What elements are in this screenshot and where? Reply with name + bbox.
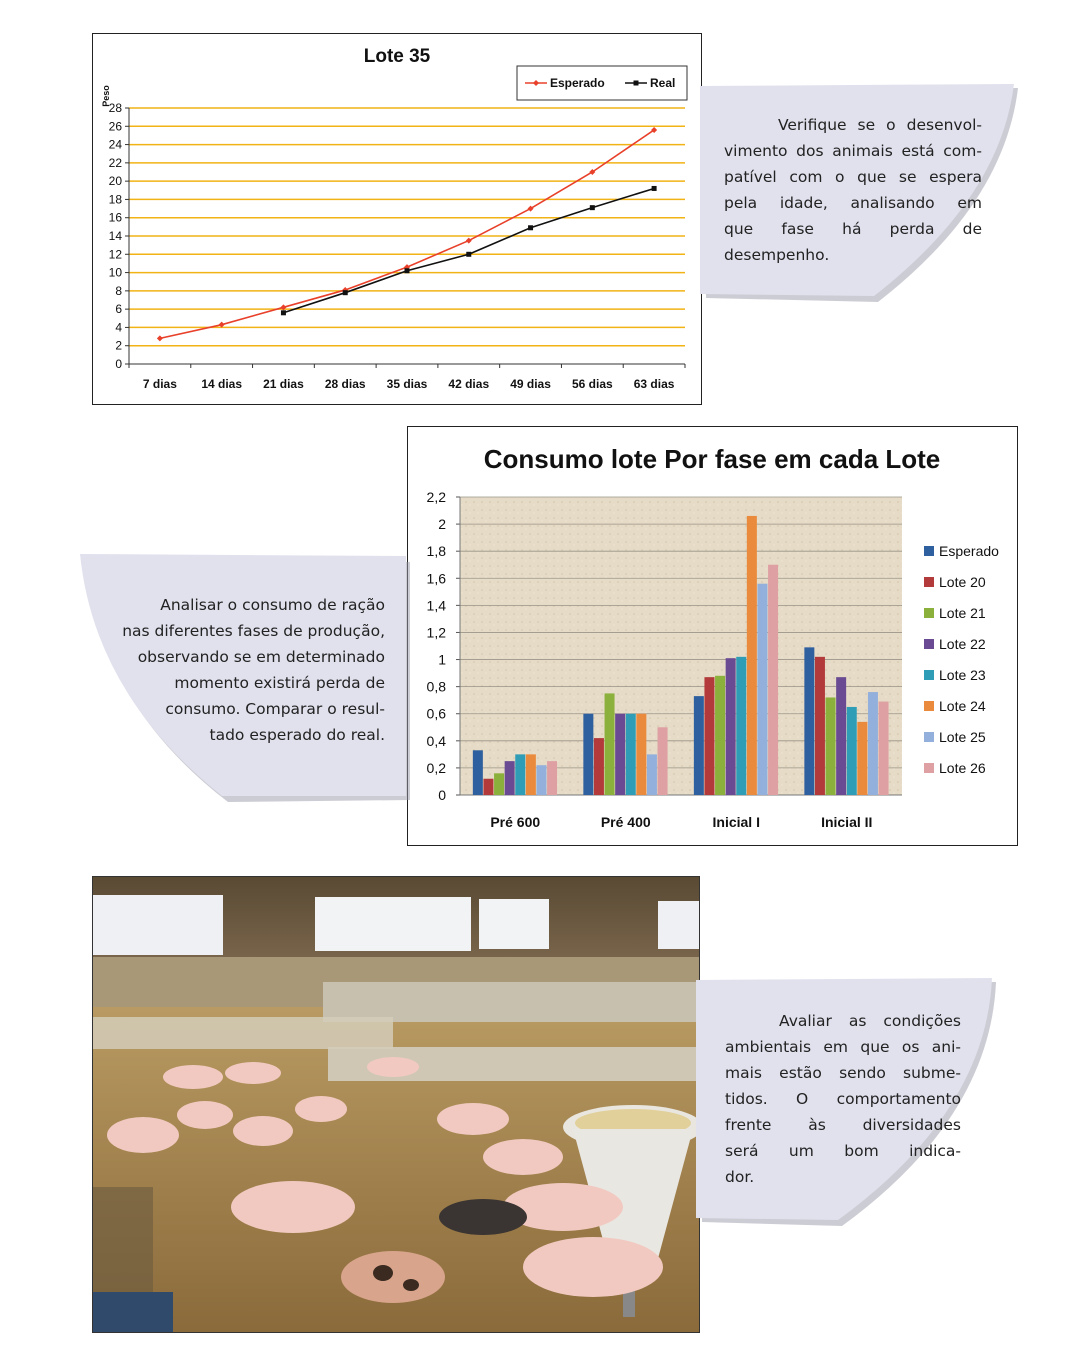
bar-lote-26 [768, 565, 778, 795]
bar-lote-23 [847, 707, 857, 795]
bar-lote-23 [736, 657, 746, 795]
bar-lote-25 [536, 765, 546, 795]
legend-swatch [924, 639, 934, 649]
bar-lote-23 [515, 754, 525, 795]
bar-lote-21 [494, 773, 504, 795]
x-tick-label: 56 dias [571, 377, 613, 391]
x-tick-label: Pré 600 [490, 814, 541, 830]
data-point [281, 310, 286, 315]
y-tick-label: 2 [438, 516, 446, 533]
y-tick-label: 1,4 [426, 597, 446, 614]
legend-label: Real [650, 76, 676, 90]
y-tick-label: 6 [115, 302, 122, 317]
callout-performance-line: vimento dos animais está com- [724, 142, 982, 160]
y-tick-label: 8 [115, 283, 122, 298]
x-tick-label: 63 dias [633, 377, 675, 391]
line-chart-frame [92, 33, 702, 405]
bar-lote-22 [726, 658, 736, 795]
callout-environment-line: mais estão sendo subme- [725, 1064, 961, 1082]
callout-performance-line: desempenho. [724, 246, 830, 264]
x-tick-label: 28 dias [324, 377, 366, 391]
x-tick-label: 49 dias [510, 377, 551, 391]
callout-environment-line: Avaliar as condições [779, 1012, 961, 1030]
callout-performance [696, 84, 1026, 304]
line-chart-ylabel: Peso [101, 85, 111, 107]
data-point [652, 186, 657, 191]
bar-lote-24 [636, 714, 646, 795]
y-tick-label: 24 [108, 137, 122, 152]
callout-environment-line: frente às diversidades [725, 1116, 961, 1134]
bar-lote-25 [757, 584, 767, 795]
callout-consumption-line: momento existirá perda de [174, 674, 385, 692]
callout-consumption-line: nas diferentes fases de produção, [122, 622, 385, 640]
bar-lote-24 [526, 754, 536, 795]
y-tick-label: 1,8 [426, 543, 446, 560]
pig-pen-photo [92, 876, 700, 1333]
bar-lote-20 [594, 738, 604, 795]
y-tick-label: 0 [438, 787, 446, 803]
x-tick-label: Inicial I [712, 814, 760, 830]
bar-lote-20 [815, 657, 825, 795]
legend-label: Lote 21 [939, 605, 986, 621]
data-point [466, 252, 471, 257]
legend-swatch [924, 546, 934, 556]
bar-esperado [583, 714, 593, 795]
y-tick-label: 0,8 [426, 678, 446, 695]
callout-environment-line: dor. [725, 1168, 755, 1186]
callout-consumption-line: observando se em determinado [137, 648, 385, 666]
bar-lote-26 [547, 761, 557, 795]
x-tick-label: Inicial II [821, 814, 873, 830]
y-tick-label: 0,6 [426, 705, 446, 722]
legend-label: Lote 20 [939, 574, 986, 590]
legend-swatch [924, 732, 934, 742]
x-tick-label: 21 dias [263, 377, 304, 391]
y-tick-label: 1,6 [426, 570, 446, 587]
legend-label: Lote 23 [939, 667, 986, 683]
bar-lote-21 [605, 693, 615, 795]
callout-performance-line: patível com o que se espera [724, 168, 982, 186]
bar-chart-title: Consumo lote Por fase em cada Lote [483, 444, 941, 474]
bar-esperado [694, 696, 704, 795]
bar-lote-24 [857, 722, 867, 795]
legend-marker [634, 81, 639, 86]
data-point [157, 335, 163, 341]
data-point [528, 225, 533, 230]
legend-swatch [924, 670, 934, 680]
bar-lote-20 [704, 677, 714, 795]
legend-label: Esperado [939, 543, 999, 559]
bar-lote-23 [626, 714, 636, 795]
y-tick-label: 1 [438, 651, 446, 668]
legend-swatch [924, 763, 934, 773]
series-line-real [283, 188, 654, 312]
callout-environment-line: será um bom indica- [725, 1142, 961, 1160]
bar-lote-20 [483, 779, 493, 795]
y-tick-label: 28 [108, 101, 122, 115]
data-point [343, 290, 348, 295]
y-tick-label: 0,4 [426, 732, 446, 749]
bar-lote-22 [505, 761, 515, 795]
bar-lote-22 [615, 714, 625, 795]
legend-label: Esperado [550, 76, 605, 90]
callout-performance-line: Verifique se o desenvol- [778, 116, 982, 134]
callout-consumption-line: consumo. Comparar o resul- [165, 700, 385, 718]
x-tick-label: 42 dias [448, 377, 490, 391]
x-tick-label: 14 dias [201, 377, 243, 391]
bar-esperado [804, 647, 814, 795]
bar-lote-25 [647, 754, 657, 795]
data-point [466, 238, 472, 244]
data-point [590, 205, 595, 210]
series-line-esperado [160, 130, 654, 338]
y-tick-label: 0 [115, 357, 122, 371]
callout-consumption-line: Analisar o consumo de ração [160, 596, 385, 614]
callout-consumption-line: tado esperado do real. [209, 726, 385, 744]
y-tick-label: 1,2 [426, 624, 446, 641]
y-tick-label: 18 [108, 192, 122, 207]
bar-lote-26 [658, 727, 668, 795]
bar-chart [408, 427, 1017, 845]
legend-swatch [924, 577, 934, 587]
plot-area [460, 497, 902, 795]
bar-lote-24 [747, 516, 757, 795]
callout-environment-line: tidos. O comportamento [725, 1090, 961, 1108]
legend-label: Lote 24 [939, 698, 986, 714]
y-tick-label: 12 [108, 247, 122, 262]
y-tick-label: 26 [108, 119, 122, 134]
x-tick-label: Pré 400 [600, 814, 651, 830]
bar-lote-21 [826, 697, 836, 795]
y-tick-label: 16 [108, 210, 122, 225]
bar-lote-25 [868, 692, 878, 795]
x-tick-label: 7 dias [142, 377, 177, 391]
legend-label: Lote 26 [939, 760, 986, 776]
line-chart [93, 34, 701, 404]
legend-label: Lote 25 [939, 729, 986, 745]
data-point [405, 268, 410, 273]
y-tick-label: 20 [108, 174, 122, 189]
bar-lote-21 [715, 676, 725, 795]
line-chart-legend [517, 66, 687, 100]
bar-esperado [473, 750, 483, 795]
callout-performance-line: que fase há perda de [724, 220, 982, 238]
bar-lote-22 [836, 677, 846, 795]
callout-environment [692, 978, 1000, 1228]
x-tick-label: 35 dias [386, 377, 428, 391]
y-tick-label: 0,2 [426, 759, 446, 776]
legend-swatch [924, 701, 934, 711]
y-tick-label: 10 [108, 265, 122, 280]
legend-swatch [924, 608, 934, 618]
bar-chart-legend [924, 543, 999, 776]
bar-chart-frame [407, 426, 1018, 846]
y-tick-label: 22 [108, 155, 122, 170]
y-tick-label: 2,2 [426, 489, 446, 505]
y-tick-label: 4 [115, 320, 122, 335]
callout-performance-line: pela idade, analisando em [724, 194, 982, 212]
line-chart-title: Lote 35 [363, 46, 431, 67]
y-tick-label: 14 [108, 229, 122, 243]
callout-consumption [76, 554, 412, 804]
callout-environment-line: ambientais em que os ani- [725, 1038, 961, 1056]
legend-label: Lote 22 [939, 636, 986, 652]
y-tick-label: 2 [115, 338, 122, 353]
bar-lote-26 [879, 702, 889, 795]
